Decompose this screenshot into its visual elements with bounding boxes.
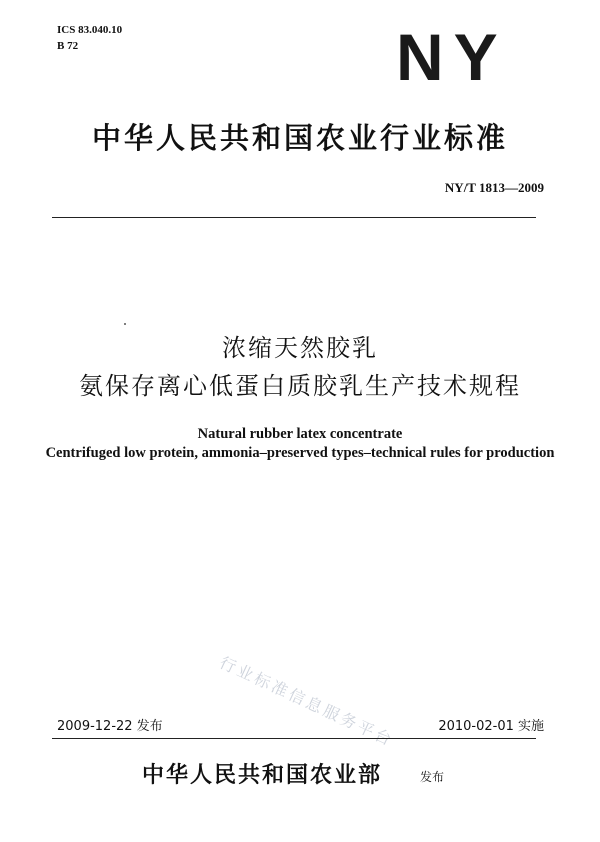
ics-code: ICS 83.040.10 [57, 24, 123, 36]
bottom-divider [52, 738, 536, 739]
watermark-stamp: 行业标准信息服务平台 [216, 652, 397, 751]
top-divider [52, 217, 536, 218]
chinese-title-line-2: 氨保存离心低蛋白质胶乳生产技术规程 [79, 372, 521, 400]
effective-date: 2010-02-01 实施 [438, 719, 544, 734]
issuing-label: 发布 [420, 770, 445, 784]
ccs-code: B 72 [57, 40, 79, 52]
issuing-authority: 中华人民共和国农业部 [142, 763, 383, 788]
standard-number: NY/T 1813—2009 [444, 180, 544, 195]
classification-codes [57, 22, 122, 54]
english-title-line-1: Natural rubber latex concentrate [197, 426, 403, 442]
ny-logo: NY [396, 20, 508, 94]
speck [124, 323, 126, 325]
chinese-title-line-1: 浓缩天然胶乳 [222, 334, 378, 362]
english-title-line-2: Centrifuged low protein, ammonia–preserved types–technical rules for production [45, 445, 555, 461]
issue-date: 2009-12-22 发布 [57, 719, 163, 734]
ministry-standard-title: 中华人民共和国农业行业标准 [91, 121, 508, 155]
